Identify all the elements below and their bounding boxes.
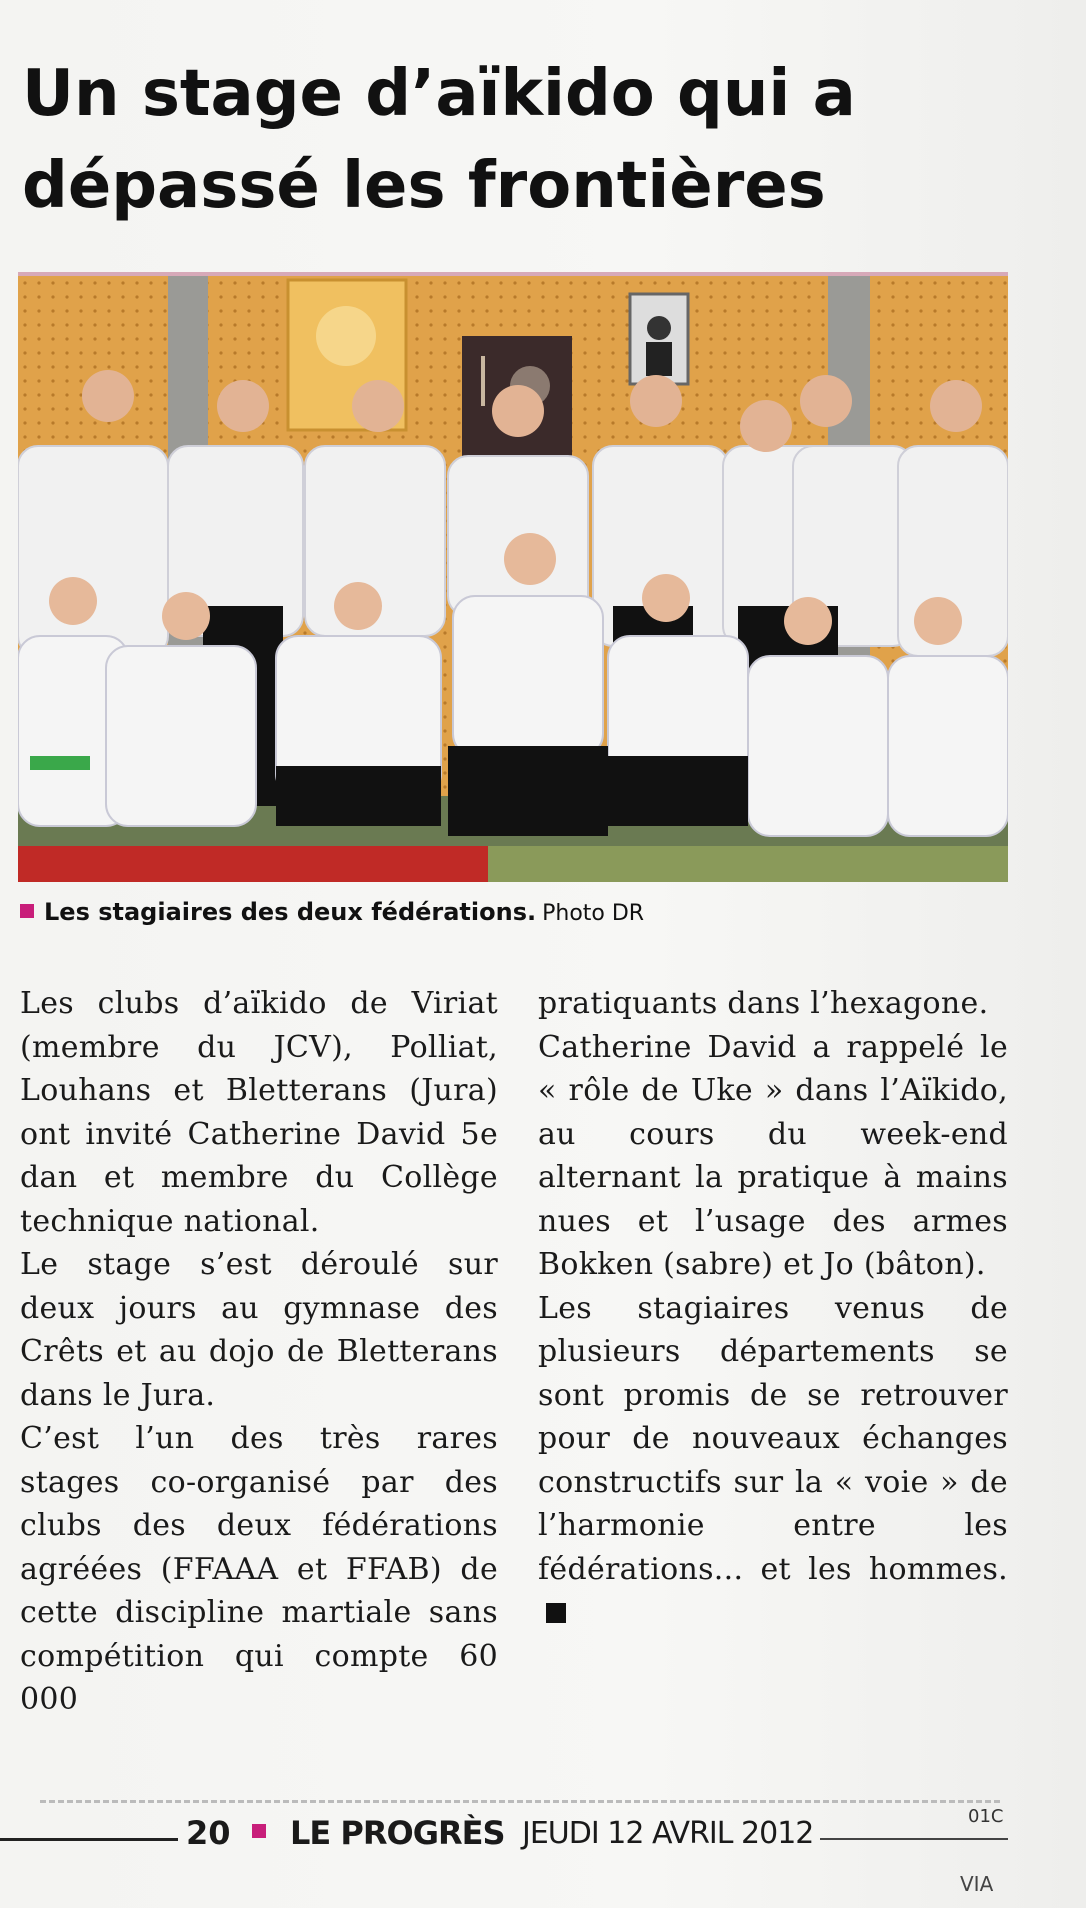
caption-text: Les stagiaires des deux fédérations. — [44, 898, 537, 926]
edition-code: 01C — [968, 1806, 1004, 1827]
footer-marker — [252, 1824, 266, 1838]
group-photo-illustration — [18, 276, 1008, 882]
article-column-left — [20, 982, 498, 1722]
footer-rule-left — [0, 1838, 178, 1841]
paragraph: Le stage s’est déroulé sur deux jours au gymnase des Crêts et au dojo de Bletterans dans le Jura. — [20, 1247, 498, 1413]
photo-caption — [20, 898, 644, 926]
paragraph: Catherine David a rappelé le « rôle de Uke » dans l’Aïkido, au cours du week-end alternant la pratique à mains nues et l’usage des armes Bokken (sabre) et Jo (bâton). — [538, 1029, 1008, 1282]
page-footer — [0, 1806, 1086, 1866]
end-of-article-mark — [546, 1603, 566, 1623]
article-headline: Un stage d’aïkido qui a dépassé les frontières — [22, 57, 856, 223]
group-photo — [18, 272, 1008, 882]
caption-marker — [20, 904, 34, 918]
newspaper-name: LE PROGRÈS — [290, 1814, 505, 1852]
article-column-right — [538, 982, 1008, 1635]
page-number: 20 — [186, 1814, 231, 1852]
bleed-through-line — [40, 1800, 1000, 1803]
paragraph: C’est l’un des très rares stages co-organisé par des clubs des deux fédérations agréées (FFAAA et FFAB) de cette discipline martiale sans compétition qui compte 60 000 — [20, 1421, 498, 1717]
issue-date: JEUDI 12 AVRIL 2012 — [522, 1816, 814, 1851]
paragraph: Les clubs d’aïkido de Viriat (membre du JCV), Polliat, Louhans et Bletterans (Jura) ont invité Catherine David 5e dan et membre du Collège technique national. — [20, 986, 498, 1239]
paragraph: pratiquants dans l’hexagone. — [538, 986, 989, 1021]
paragraph-final — [538, 1287, 1008, 1635]
paragraph-text: Les stagiaires venus de plusieurs départements se sont promis de se retrouver pour de nouveaux échanges constructifs sur la « voie » de l’harmonie entre les fédérations... et les hommes. — [538, 1290, 1008, 1587]
edge-mark: VIA — [960, 1872, 994, 1896]
photo-credit: Photo DR — [542, 901, 645, 926]
footer-rule-right — [820, 1838, 1008, 1840]
